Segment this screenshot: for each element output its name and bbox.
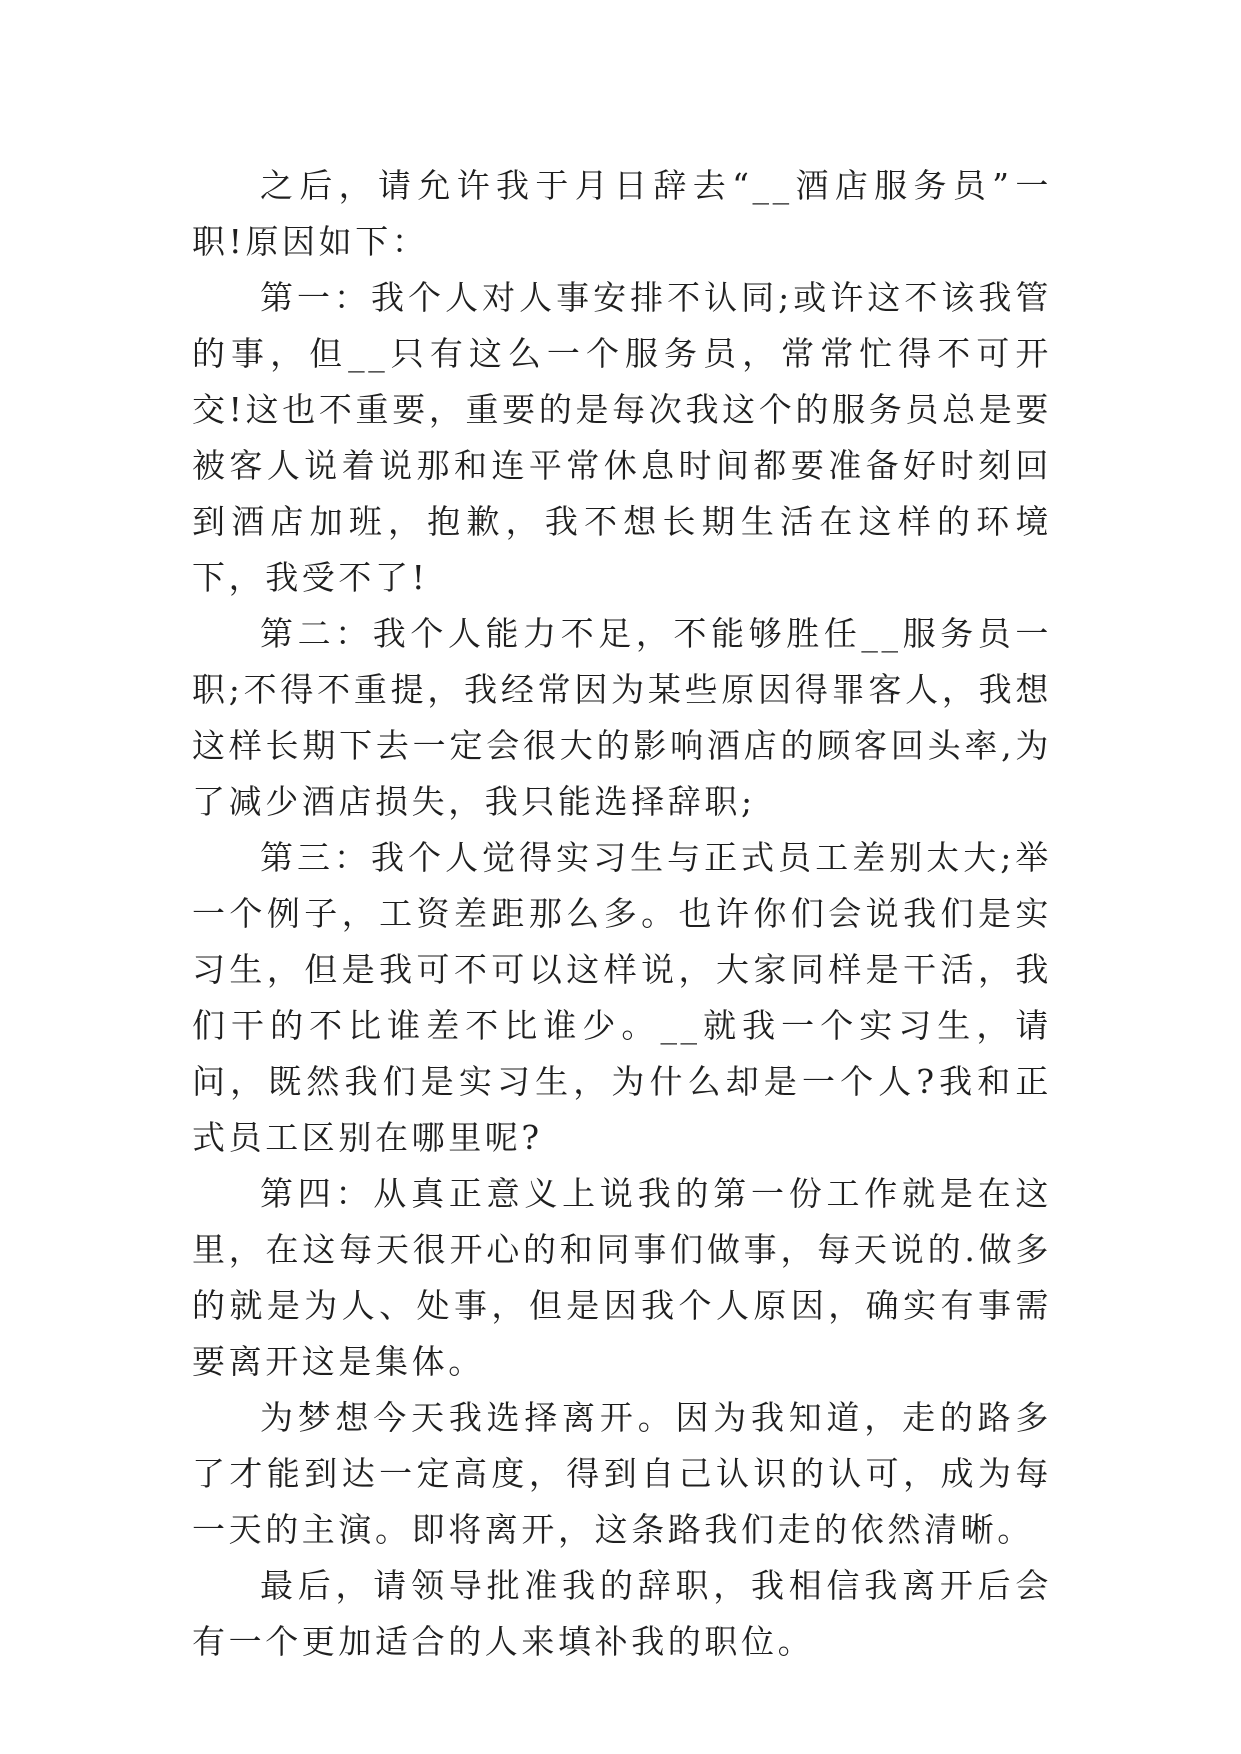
paragraph-closing: 最后，请领导批准我的辞职，我相信我离开后会有一个更加适合的人来填补我的职位。 <box>192 1566 1052 1661</box>
paragraph-reason-4: 第四：从真正意义上说我的第一份工作就是在这里，在这每天很开心的和同事们做事，每天说的.做多的就是为人、处事，但是因我个人原因，确实有事需要离开这是集体。 <box>192 1174 1052 1381</box>
paragraph-reason-2: 第二：我个人能力不足，不能够胜任__服务员一职;不得不重提，我经常因为某些原因得罪客人，我想这样长期下去一定会很大的影响酒店的顾客回头率,为了减少酒店损失，我只能选择辞职; <box>192 614 1052 821</box>
paragraph-reason-1: 第一：我个人对人事安排不认同;或许这不该我管的事，但__只有这么一个服务员，常常忙得不可开交!这也不重要，重要的是每次我这个的服务员总是要被客人说着说那和连平常休息时间都要准备好时刻回到酒店加班，抱歉，我不想长期生活在这样的环境下，我受不了! <box>192 278 1052 597</box>
paragraph-intro: 之后，请允许我于月日辞去“__酒店服务员”一职!原因如下： <box>192 166 1052 261</box>
document-body <box>192 158 1052 1670</box>
paragraph-dream: 为梦想今天我选择离开。因为我知道，走的路多了才能到达一定高度，得到自己认识的认可，成为每一天的主演。即将离开，这条路我们走的依然清晰。 <box>192 1398 1052 1549</box>
paragraph-reason-3: 第三：我个人觉得实习生与正式员工差别太大;举一个例子，工资差距那么多。也许你们会说我们是实习生，但是我可不可以这样说，大家同样是干活，我们干的不比谁差不比谁少。__就我一个实习生，请问，既然我们是实习生，为什么却是一个人?我和正式员工区别在哪里呢? <box>192 838 1052 1157</box>
